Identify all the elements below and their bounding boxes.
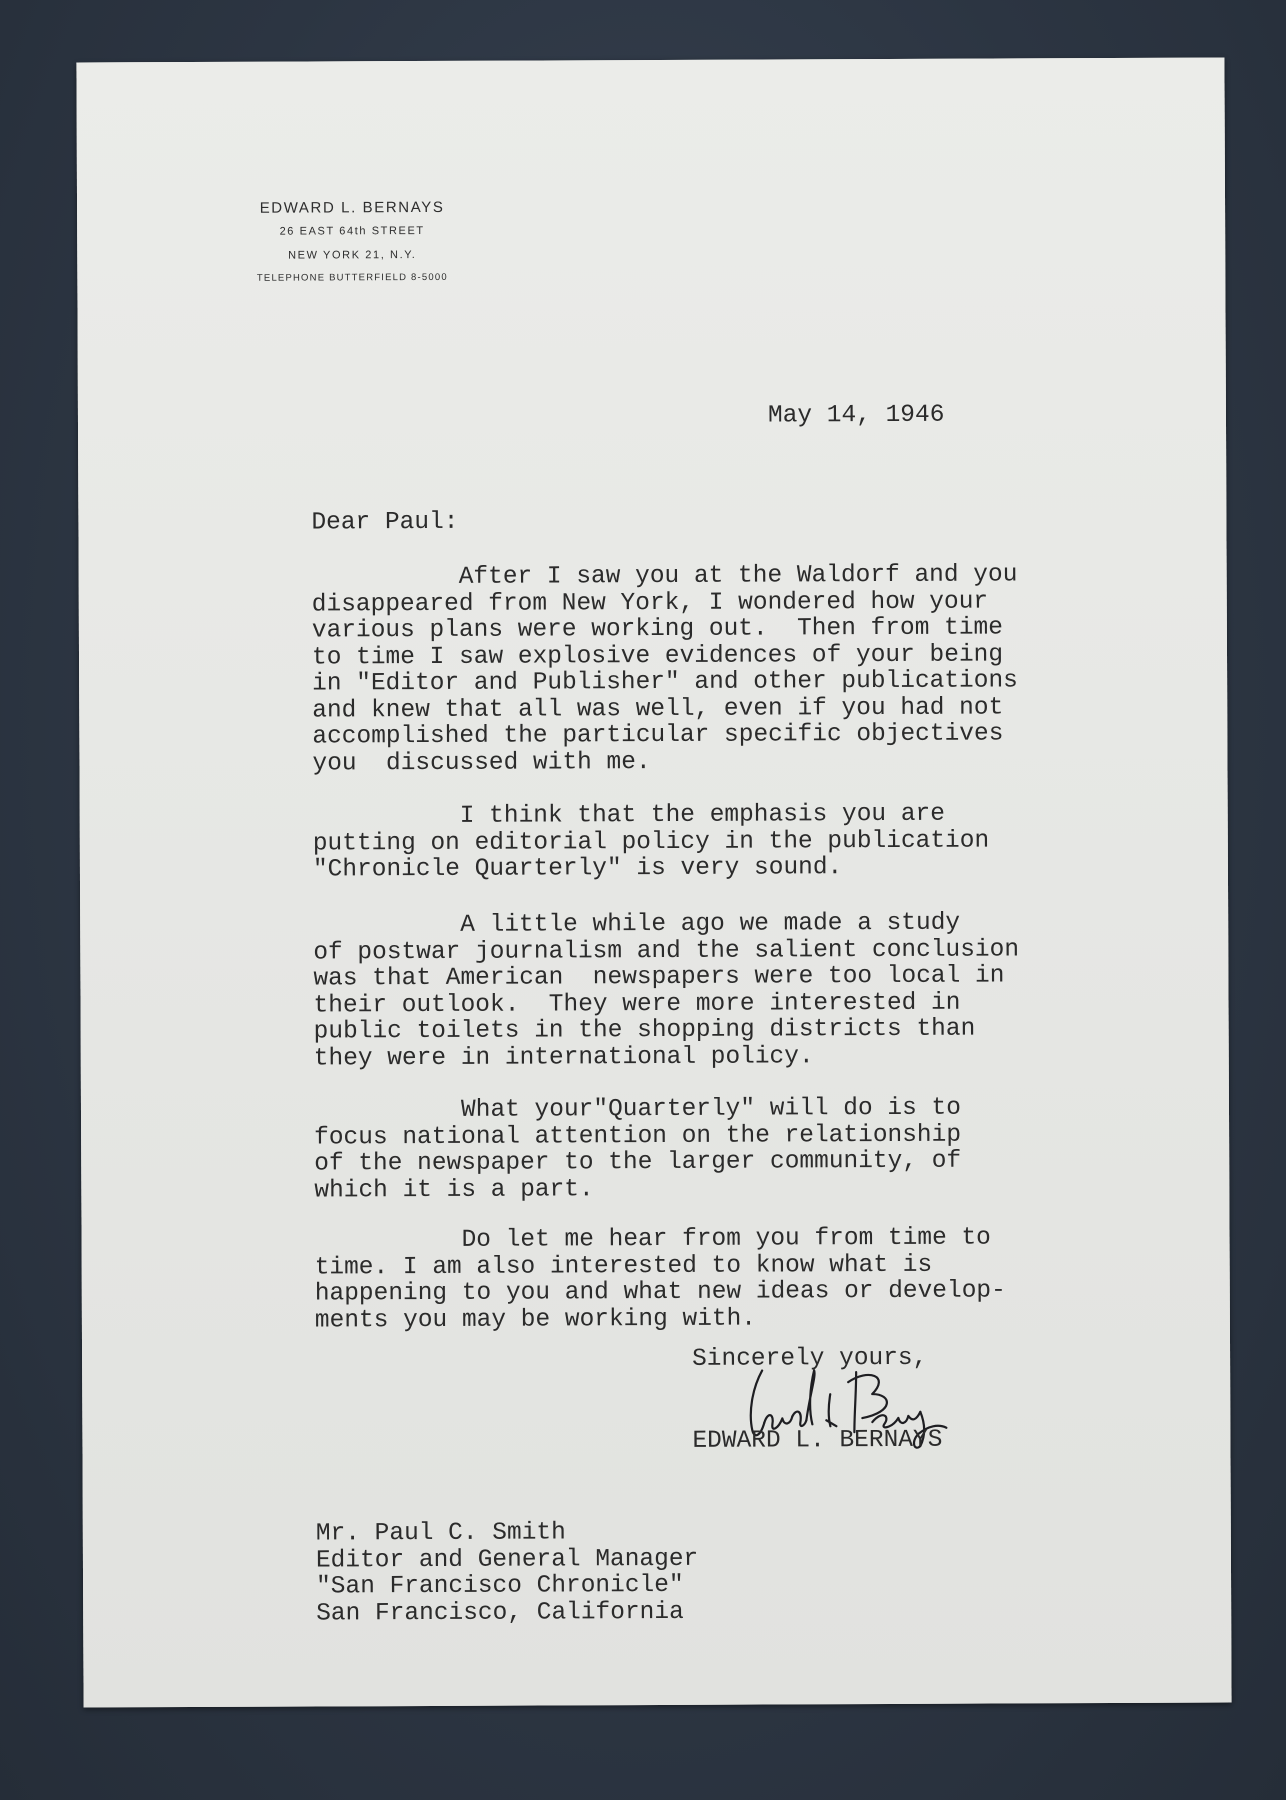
letterhead-telephone: TELEPHONE BUTTERFIELD 8-5000 [256,271,448,284]
typed-signature: EDWARD L. BERNAYS [692,1426,943,1455]
paragraph-5: Do let me hear from you from time to time. I am also interested to know what is happening to you and what new ideas or develop- ments you may be working with. [314,1224,1006,1334]
letterhead-name: EDWARD L. BERNAYS [259,198,445,217]
letterhead [207,197,497,290]
letter-date: May 14, 1946 [767,401,945,430]
letter-page [76,58,1231,1708]
letterhead-street: 26 EAST 64th STREET [279,224,425,238]
paragraph-4: What your"Quarterly" will do is to focus national attention on the relationship of the newspaper to the larger community, of which it is a part. [313,1094,962,1204]
closing: Sincerely yours, [692,1344,928,1373]
paragraph-3: A little while ago we made a study of postwar journalism and the salient conclusion was that American newspapers were too local in their outlook. They were more interested in public toilets in the shopping districts than they were in international policy. [313,909,1020,1072]
recipient-address: Mr. Paul C. Smith Editor and General Manager "San Francisco Chronicle" San Francisco, California [315,1519,699,1627]
letterhead-city: NEW YORK 21, N.Y. [288,249,417,262]
paragraph-1: After I saw you at the Waldorf and you disappeared from New York, I wondered how your various plans were working out. Then from time to time I saw explosive evidences of your being in "Editor and Publisher" and other publications and knew that all was well, even if you had not accomplished the particular specific objectives you discussed with me. [311,561,1018,777]
paragraph-2: I think that the emphasis you are putting on editorial policy in the publication "Chronicle Quarterly" is very sound. [312,800,990,884]
salutation: Dear Paul: [311,508,459,537]
